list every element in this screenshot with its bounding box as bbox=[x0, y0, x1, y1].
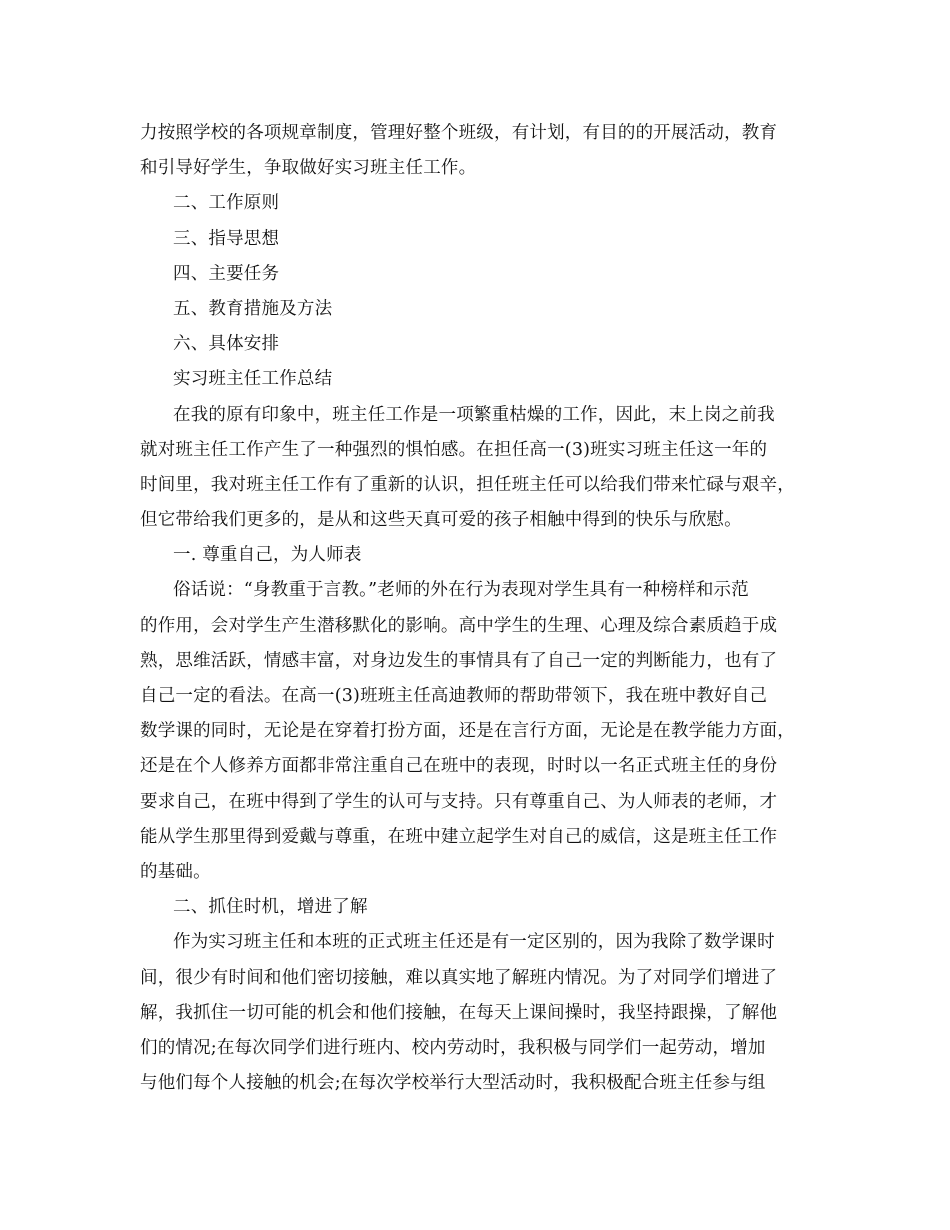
body-text-line: 力按照学校的各项规章制度，管理好整个班级，有计划，有目的的开展活动，教育 bbox=[140, 123, 778, 143]
body-text-line: 能从学生那里得到爱戴与尊重，在班中建立起学生对自己的威信，这是班主任工作 bbox=[140, 826, 778, 847]
paragraph-first-line: 作为实习班主任和本班的正式班主任还是有一定区别的，因为我除了数学课时 bbox=[173, 932, 775, 953]
section-heading: 一. 尊重自己，为人师表 bbox=[173, 545, 362, 566]
body-text-line: 们的情况;在每次同学们进行班内、校内劳动时，我积极与同学们一起劳动，增加 bbox=[140, 1037, 766, 1058]
body-text-line: 数学课的同时，无论是在穿着打扮方面，还是在言行方面，无论是在教学能力方面， bbox=[140, 721, 795, 742]
body-text-line: 时间里，我对班主任工作有了重新的认识，担任班主任可以给我们带来忙碌与艰辛， bbox=[140, 474, 795, 495]
body-text-line: 间，很少有时间和他们密切接触，难以真实地了解班内情况。为了对同学们增进了 bbox=[140, 967, 778, 988]
section-heading: 二、工作原则 bbox=[173, 193, 280, 214]
body-text-line: 还是在个人修养方面都非常注重自己在班中的表现，时时以一名正式班主任的身份 bbox=[140, 756, 778, 777]
paragraph-first-line: 俗话说：“身教重于言教。”老师的外在行为表现对学生具有一种榜样和示范 bbox=[173, 580, 749, 601]
document-title: 实习班主任工作总结 bbox=[173, 369, 333, 390]
body-text-line: 解，我抓住一切可能的机会和他们接触，在每天上课间操时，我坚持跟操，了解他 bbox=[140, 1002, 778, 1023]
section-heading: 三、指导思想 bbox=[173, 228, 280, 249]
body-text-line: 的作用，会对学生产生潜移默化的影响。高中学生的生理、心理及综合素质趋于成 bbox=[140, 615, 778, 636]
body-text-line: 要求自己，在班中得到了学生的认可与支持。只有尊重自己、为人师表的老师，才 bbox=[140, 791, 778, 812]
body-text-line: 自己一定的看法。在高一(3)班班主任高迪教师的帮助带领下，我在班中教好自己 bbox=[140, 686, 768, 706]
body-text-line: 但它带给我们更多的，是从和这些天真可爱的孩子相触中得到的快乐与欣慰。 bbox=[140, 510, 742, 531]
body-text-line: 和引导好学生，争取做好实习班主任工作。 bbox=[140, 158, 477, 179]
body-text-line: 的基础。 bbox=[140, 861, 211, 882]
paragraph-first-line: 在我的原有印象中，班主任工作是一项繁重枯燥的工作，因此，末上岗之前我 bbox=[173, 404, 775, 425]
body-text-line: 就对班主任工作产生了一种强烈的惧怕感。在担任高一(3)班实习班主任这一年的 bbox=[140, 439, 768, 460]
body-text-line: 与他们每个人接触的机会;在每次学校举行大型活动时，我积极配合班主任参与组 bbox=[140, 1073, 766, 1094]
section-heading: 五、教育措施及方法 bbox=[173, 298, 333, 319]
section-heading: 四、主要任务 bbox=[173, 263, 280, 284]
section-heading: 二、抓住时机，增进了解 bbox=[173, 897, 368, 918]
body-text-line: 熟，思维活跃，情感丰富，对身边发生的事情具有了自己一定的判断能力，也有了 bbox=[140, 650, 778, 671]
section-heading: 六、具体安排 bbox=[173, 334, 280, 355]
